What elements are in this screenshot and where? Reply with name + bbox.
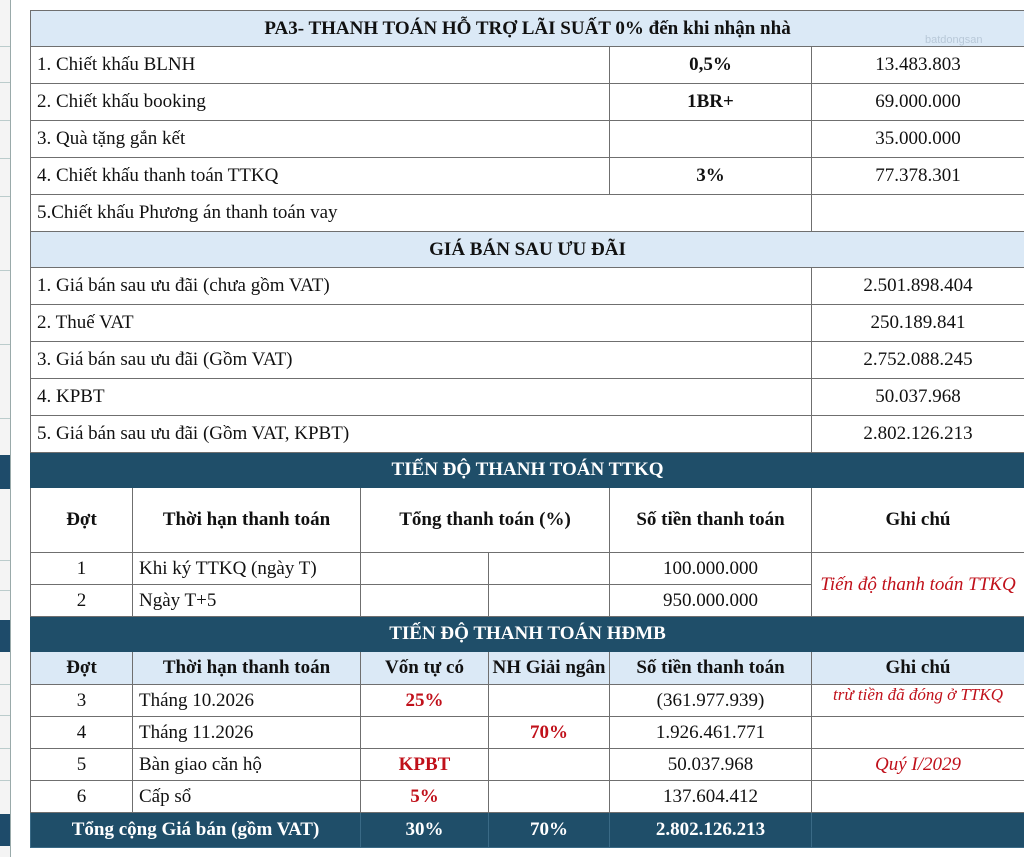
discount-amount: 13.483.803 [812,47,1024,84]
dot-cell: 5 [31,749,133,781]
col-header-thoi-han: Thời hạn thanh toán [133,652,361,685]
ttkq-row [31,553,1024,585]
discount-label: 4. Chiết khấu thanh toán TTKQ [31,158,610,195]
title-row [31,11,1024,47]
price-amount: 250.189.841 [812,305,1024,342]
discount-row [31,121,1024,158]
col-header-dot: Đợt [31,488,133,553]
thoi-han-cell: Khi ký TTKQ (ngày T) [133,553,361,585]
so-tien-cell: 950.000.000 [610,585,812,617]
price-label: 5. Giá bán sau ưu đãi (Gồm VAT, KPBT) [31,416,812,453]
col-header-nh-giai-ngan: NH Giải ngân [489,652,610,685]
page-title: PA3- THANH TOÁN HỖ TRỢ LÃI SUẤT 0% đến khi nhận nhà [31,11,1024,47]
ttkq-section-header [31,453,1024,488]
thoi-han-cell: Bàn giao căn hộ [133,749,361,781]
discount-label: 5.Chiết khấu Phương án thanh toán vay [31,195,812,232]
nh-giai-ngan-cell [489,781,610,813]
col-header-so-tien: Số tiền thanh toán [610,488,812,553]
discount-rate: 3% [610,158,812,195]
price-label: 4. KPBT [31,379,812,416]
total-row [31,813,1024,848]
ttkq-note: Tiến độ thanh toán TTKQ [812,553,1024,617]
price-amount: 2.501.898.404 [812,268,1024,305]
total-label: Tổng cộng Giá bán (gồm VAT) [31,813,361,848]
price-row [31,416,1024,453]
von-tu-co-cell: 25% [361,685,489,717]
thoi-han-cell: Ngày T+5 [133,585,361,617]
col-header-von-tu-co: Vốn tự có [361,652,489,685]
discount-row [31,47,1024,84]
hdmb-row [31,749,1024,781]
price-amount: 50.037.968 [812,379,1024,416]
price-amount: 2.802.126.213 [812,416,1024,453]
discount-rate: 1BR+ [610,84,812,121]
hdmb-row [31,685,1024,717]
von-tu-co-cell: 5% [361,781,489,813]
dot-cell: 1 [31,553,133,585]
price-row [31,305,1024,342]
col-header-ghi-chu: Ghi chú [812,488,1024,553]
thoi-han-cell: Tháng 10.2026 [133,685,361,717]
hdmb-title: TIẾN ĐỘ THANH TOÁN HĐMB [31,617,1024,652]
so-tien-cell: 50.037.968 [610,749,812,781]
ghi-chu-cell: trừ tiền đã đóng ở TTKQ [812,685,1024,717]
dot-cell: 3 [31,685,133,717]
discount-row [31,84,1024,121]
price-label: 1. Giá bán sau ưu đãi (chưa gồm VAT) [31,268,812,305]
so-tien-cell: 100.000.000 [610,553,812,585]
dot-cell: 2 [31,585,133,617]
price-row [31,342,1024,379]
hdmb-row [31,717,1024,749]
price-label: 2. Thuế VAT [31,305,812,342]
nh-giai-ngan-cell: 70% [489,717,610,749]
ghi-chu-cell [812,781,1024,813]
ttkq-title: TIẾN ĐỘ THANH TOÁN TTKQ [31,453,1024,488]
thoi-han-cell: Tháng 11.2026 [133,717,361,749]
hdmb-column-headers [31,652,1024,685]
nh-giai-ngan-cell [489,749,610,781]
discount-label: 2. Chiết khấu booking [31,84,610,121]
price-row [31,268,1024,305]
discount-amount: 35.000.000 [812,121,1024,158]
hdmb-section-header [31,617,1024,652]
price-section-header [31,232,1024,268]
discount-amount: 69.000.000 [812,84,1024,121]
col-header-thoi-han: Thời hạn thanh toán [133,488,361,553]
discount-rate [610,121,812,158]
price-section-title: GIÁ BÁN SAU ƯU ĐÃI [31,232,1024,268]
hdmb-row [31,781,1024,813]
col-header-so-tien: Số tiền thanh toán [610,652,812,685]
von-tu-co-cell: KPBT [361,749,489,781]
dot-cell: 4 [31,717,133,749]
total-so-tien: 2.802.126.213 [610,813,812,848]
ghi-chu-cell: Quý I/2029 [812,749,1024,781]
discount-label: 1. Chiết khấu BLNH [31,47,610,84]
so-tien-cell: 1.926.461.771 [610,717,812,749]
total-nh-giai-ngan: 70% [489,813,610,848]
discount-label: 3. Quà tặng gắn kết [31,121,610,158]
so-tien-cell: (361.977.939) [610,685,812,717]
discount-row [31,158,1024,195]
dot-cell: 6 [31,781,133,813]
discount-rate: 0,5% [610,47,812,84]
empty-cell [361,553,489,585]
price-amount: 2.752.088.245 [812,342,1024,379]
payment-schedule-table [30,10,1024,848]
price-row [31,379,1024,416]
col-header-dot: Đợt [31,652,133,685]
ghi-chu-cell [812,717,1024,749]
empty-cell [489,585,610,617]
von-tu-co-cell [361,717,489,749]
price-label: 3. Giá bán sau ưu đãi (Gồm VAT) [31,342,812,379]
thoi-han-cell: Cấp sổ [133,781,361,813]
watermark: batdongsan [925,34,983,46]
empty-cell [361,585,489,617]
empty-cell [489,553,610,585]
left-sheet-strip [0,0,11,857]
col-header-ghi-chu: Ghi chú [812,652,1024,685]
discount-amount: 77.378.301 [812,158,1024,195]
total-von-tu-co: 30% [361,813,489,848]
empty-cell [812,813,1024,848]
so-tien-cell: 137.604.412 [610,781,812,813]
discount-amount [812,195,1024,232]
discount-row [31,195,1024,232]
nh-giai-ngan-cell [489,685,610,717]
col-header-tong: Tổng thanh toán (%) [361,488,610,553]
ttkq-column-headers [31,488,1024,553]
